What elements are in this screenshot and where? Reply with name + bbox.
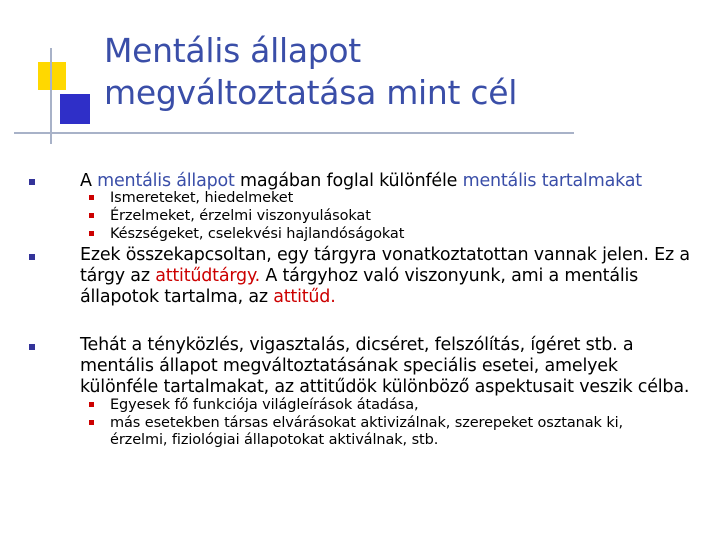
bullet-3-line-1: Tehát a tényközlés, vigasztalás, dicséret, felszólítás, ígéret stb. a (80, 335, 634, 355)
highlight-mentalis-tartalmakat: mentális tartalmakat (462, 171, 642, 191)
text-segment: A (80, 171, 98, 191)
highlight-mentalis-allapot: mentális állapot (97, 171, 235, 191)
sub-bullet-square-icon (89, 420, 94, 425)
sub-bullet-square-icon (89, 213, 94, 218)
text-segment: tárgy az (80, 266, 156, 286)
slide-title-line-1: Mentális állapot (104, 31, 361, 70)
sub-bullet-square-icon (89, 402, 94, 407)
yellow-square-decoration (38, 62, 66, 90)
horizontal-rule (14, 132, 574, 134)
blue-square-decoration (60, 94, 90, 124)
highlight-attitudtargy: attitűdtárgy. (155, 266, 260, 286)
sub-bullet-3-1: Egyesek fő funkciója világleírások átadása, (110, 397, 419, 413)
sub-bullet-3-2-line-2: érzelmi, fiziológiai állapotokat aktiválnak, stb. (110, 432, 439, 448)
sub-bullet-square-icon (89, 231, 94, 236)
bullet-3-line-3: különféle tartalmakat, az attitűdök különböző aspektusait veszik célba. (80, 377, 690, 397)
bullet-2-line-2 (80, 266, 638, 287)
text-segment: A tárgyhoz való viszonyunk, ami a mentális (259, 266, 639, 286)
bullet-square-icon (29, 179, 35, 185)
sub-bullet-1-3: Készségeket, cselekvési hajlandóságokat (110, 226, 405, 242)
bullet-square-icon (29, 344, 35, 350)
highlight-attitud: attitűd. (273, 287, 336, 307)
bullet-2-line-3 (80, 287, 336, 308)
sub-bullet-1-2: Érzelmeket, érzelmi viszonyulásokat (110, 208, 371, 224)
bullet-1-text (80, 171, 642, 192)
sub-bullet-3-2-line-1: más esetekben társas elvárásokat aktivizálnak, szerepeket osztanak ki, (110, 415, 624, 431)
text-segment: állapotok tartalma, az (80, 287, 274, 307)
text-segment: Ezek összekapcsoltan, egy tárgyra vonatkoztatottan vannak jelen. Ez a (80, 245, 690, 265)
vertical-line-decoration (50, 48, 52, 144)
bullet-3-line-2: mentális állapot megváltoztatásának speciális esetei, amelyek (80, 356, 618, 376)
sub-bullet-1-1: Ismereteket, hiedelmeket (110, 190, 294, 206)
bullet-2-line-1 (80, 245, 690, 266)
text-segment: magában foglal különféle (234, 171, 463, 191)
slide-title-line-2: megváltoztatása mint cél (104, 73, 518, 112)
sub-bullet-square-icon (89, 195, 94, 200)
bullet-square-icon (29, 254, 35, 260)
